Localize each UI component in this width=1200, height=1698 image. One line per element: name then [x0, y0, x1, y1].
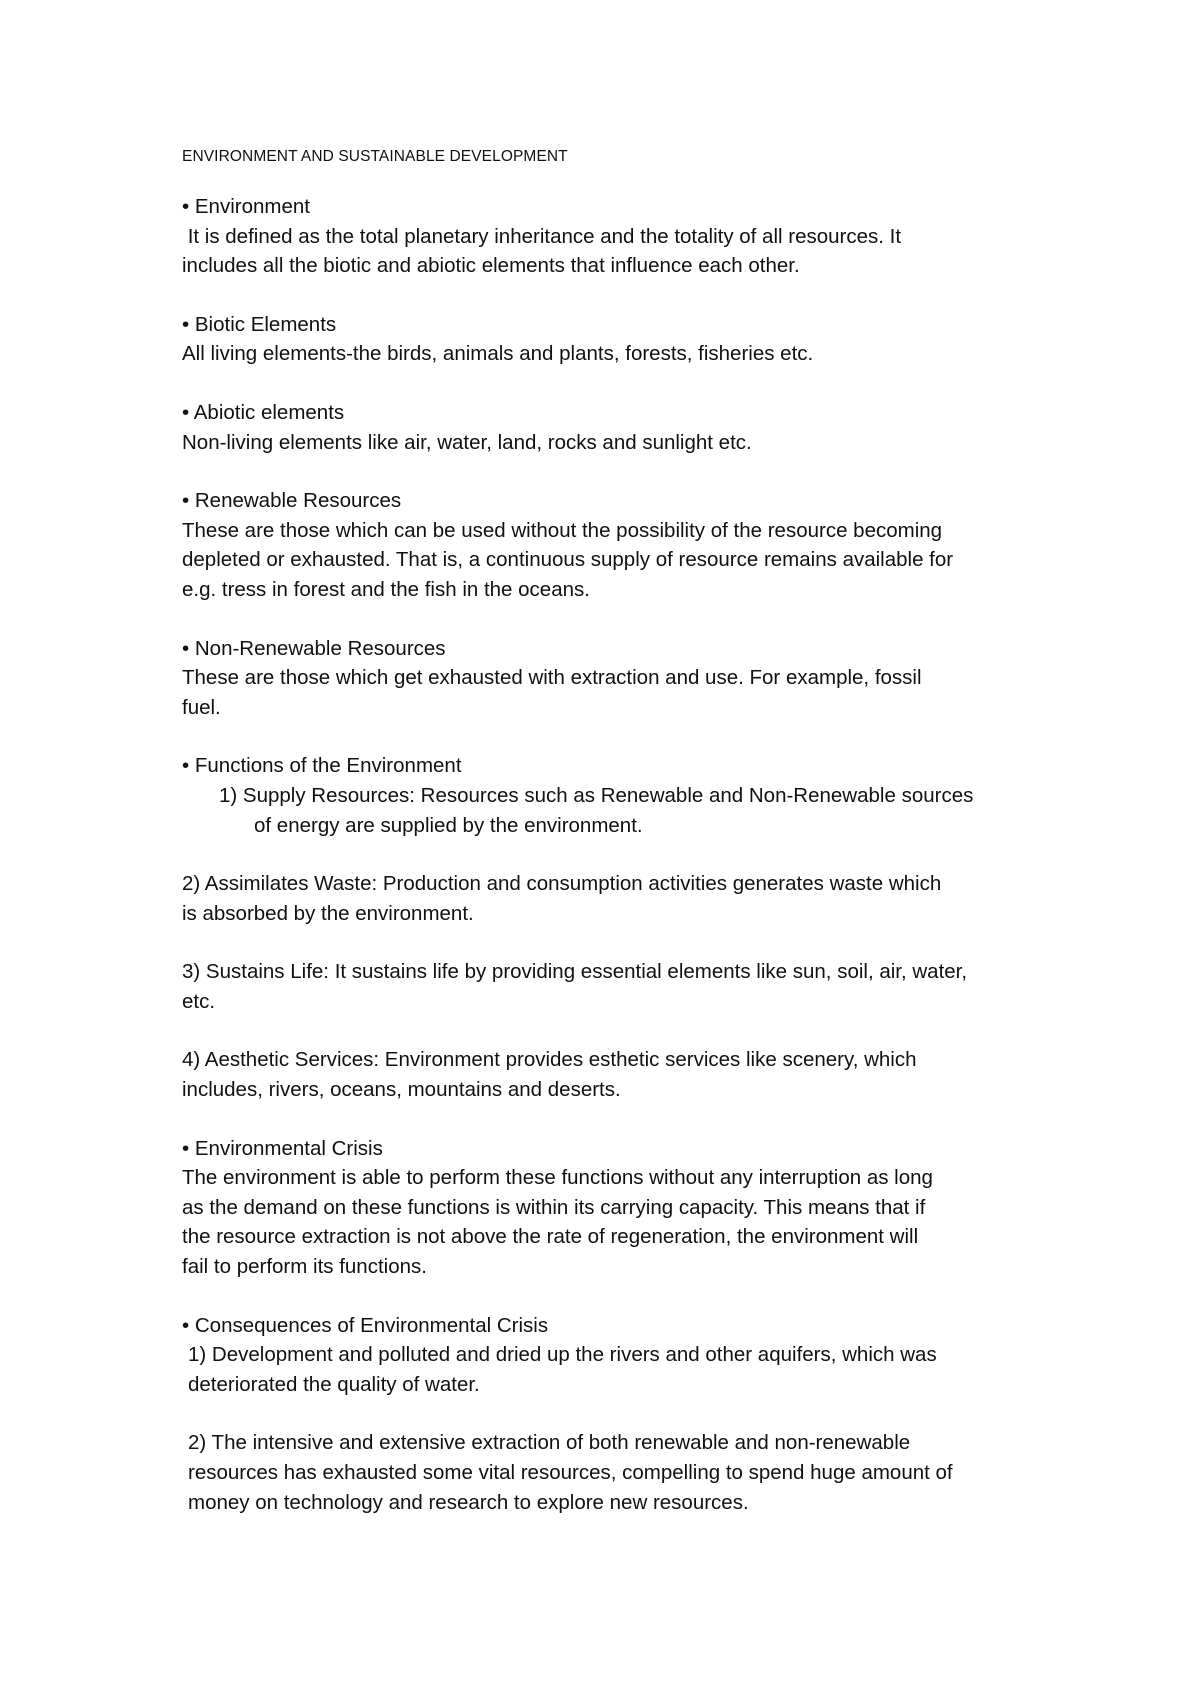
section-functions-of-environment [182, 751, 1042, 840]
section-renewable-resources [182, 486, 1042, 604]
body-line: includes, rivers, oceans, mountains and deserts. [182, 1078, 621, 1102]
section-consequences-of-crisis [182, 1311, 1042, 1400]
list-item-line: 1) Supply Resources: Resources such as Renewable and Non-Renewable sources [219, 783, 974, 807]
body-line: These are those which can be used without the possibility of the resource becoming [182, 518, 943, 542]
body-line: includes all the biotic and abiotic elements that influence each other. [182, 254, 800, 278]
section-heading: • Environmental Crisis [182, 1136, 383, 1160]
section-biotic-elements [182, 310, 1042, 369]
body-line: etc. [182, 989, 216, 1013]
body-line: The environment is able to perform these functions without any interruption as long [182, 1166, 933, 1190]
body-line: depleted or exhausted. That is, a continuous supply of resource remains available for [182, 548, 954, 572]
body-line: resources has exhausted some vital resources, compelling to spend huge amount of [188, 1461, 953, 1484]
function-item-sustains-life [182, 957, 1042, 1016]
body-line: deteriorated the quality of water. [188, 1372, 480, 1396]
section-heading: • Biotic Elements [182, 312, 337, 336]
body-line: as the demand on these functions is within its carrying capacity. This means that if [182, 1195, 926, 1219]
body-line: 4) Aesthetic Services: Environment provides esthetic services like scenery, which [182, 1048, 917, 1072]
body-line: 2) Assimilates Waste: Production and consumption activities generates waste which [182, 872, 942, 896]
section-heading: • Functions of the Environment [182, 754, 462, 778]
body-line: These are those which get exhausted with extraction and use. For example, fossil [182, 666, 922, 690]
body-line: Non-living elements like air, water, land, rocks and sunlight etc. [182, 430, 752, 454]
body-line: money on technology and research to explore new resources. [188, 1490, 749, 1514]
document-content [182, 146, 1042, 1546]
body-line: It is defined as the total planetary inheritance and the totality of all resources. It [182, 224, 902, 248]
list-item [182, 781, 1042, 840]
body-line: is absorbed by the environment. [182, 901, 474, 925]
list-item-line: of energy are supplied by the environment. [254, 813, 643, 837]
body-line: All living elements-the birds, animals and plants, forests, fisheries etc. [182, 342, 814, 366]
body-line: 3) Sustains Life: It sustains life by providing essential elements like sun, soil, air, water, [182, 960, 968, 984]
body-line: 1) Development and polluted and dried up the rivers and other aquifers, which was [188, 1343, 937, 1367]
section-environmental-crisis [182, 1134, 1042, 1282]
document-title: ENVIRONMENT AND SUSTAINABLE DEVELOPMENT [182, 148, 568, 165]
section-heading: • Renewable Resources [182, 489, 402, 513]
section-non-renewable-resources [182, 634, 1042, 723]
section-heading: • Non-Renewable Resources [182, 636, 446, 660]
function-item-aesthetic-services [182, 1045, 1042, 1104]
function-item-assimilates-waste [182, 869, 1042, 928]
body-line: fuel. [182, 695, 221, 719]
consequence-item-extraction [182, 1428, 1042, 1517]
body-line: the resource extraction is not above the rate of regeneration, the environment will [182, 1225, 919, 1249]
body-line: fail to perform its functions. [182, 1255, 427, 1279]
section-environment [182, 192, 1042, 281]
section-heading: • Abiotic elements [182, 400, 345, 424]
section-heading: • Consequences of Environmental Crisis [182, 1313, 549, 1337]
body-line: e.g. tress in forest and the fish in the oceans. [182, 577, 590, 601]
section-abiotic-elements [182, 398, 1042, 457]
section-heading: • Environment [182, 195, 310, 218]
body-line: 2) The intensive and extensive extraction of both renewable and non-renewable [188, 1431, 911, 1455]
